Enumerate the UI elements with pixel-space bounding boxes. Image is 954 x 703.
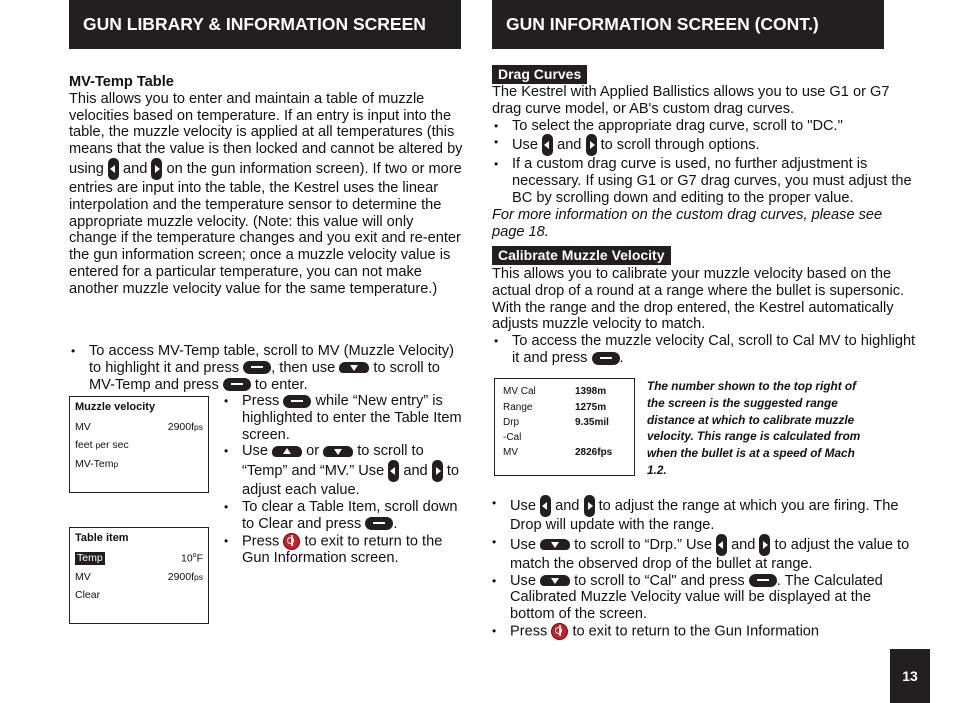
list-item: • Use and to scroll through options.: [492, 134, 917, 156]
mv-cal-screen: [494, 378, 635, 476]
menu-button-icon: [283, 395, 311, 408]
muzzle-velocity-screen: [69, 396, 209, 493]
list-item: • To clear a Table Item, scroll down to Clear and press .: [222, 499, 464, 533]
drag-curves-paragraph: The Kestrel with Applied Ballistics allows you to use G1 or G7 drag curve model, or AB's custom drag curves.: [492, 84, 890, 117]
down-button-icon: [540, 575, 570, 586]
list-item: • Press while “New entry” is highlighted to enter the Table Item screen.: [222, 393, 464, 443]
calibrate-mv-paragraph: This allows you to calibrate your muzzle velocity based on the actual drop of a round at a range where the bullet is supersonic. With the range and the drop entered, the Kestrel automatically adjusts muzzle velocity to match.: [492, 266, 905, 333]
left-button-icon: [388, 460, 399, 482]
table-item-bullets: [222, 393, 464, 567]
mv-cal-row: MV Cal 1398m: [503, 386, 607, 397]
calibrate-bullets: [490, 495, 915, 640]
menu-button-icon: [243, 361, 271, 374]
mv-row: MV 2900fps: [75, 421, 203, 433]
list-item: • Use to scroll to “Drp.” Use and to adjust the value to match the observed drop of the bullet at range.: [490, 534, 915, 573]
menu-button-icon: [749, 574, 777, 587]
right-button-icon: [759, 534, 770, 556]
calibrate-mv-label: Calibrate Muzzle Velocity: [492, 246, 671, 265]
left-button-icon: [542, 134, 553, 156]
list-item: • Press to exit to return to the Gun Information screen.: [222, 533, 464, 567]
drag-curves-section: [492, 84, 917, 240]
range-row: Range 1275m: [503, 402, 607, 413]
list-item: • To access MV-Temp table, scroll to MV (Muzzle Velocity) to highlight it and press , then use to scroll to MV-Temp and press to enter.: [69, 343, 464, 393]
list-item: • If a custom drag curve is used, no further adjustment is necessary. If using G1 or G7 drag curves, you must adjust the BC by scrolling down and editing to the proper value.: [492, 156, 917, 206]
mv-temp-access-bullet: [69, 343, 464, 393]
power-button-icon: [283, 533, 300, 550]
calibrate-mv-section: [492, 266, 917, 367]
down-button-icon: [339, 362, 369, 373]
list-item: • Use or to scroll to “Temp” and “MV.” Use and to adjust each value.: [222, 443, 464, 499]
up-button-icon: [272, 446, 302, 457]
right-button-icon: [584, 495, 595, 517]
list-item: • Use to scroll to “Cal" and press . The Calculated Calibrated Muzzle Velocity value will be displayed at the bottom of the screen.: [490, 573, 915, 623]
left-button-icon: [716, 534, 727, 556]
mv-cal-note: The number shown to the top right of the screen is the suggested range distance at which to calibrate muzzle velocity. This range is calculated from when the bullet is at a speed of Mach 1.2.: [647, 379, 861, 477]
mv-row: MV 2900fps: [75, 570, 203, 583]
mv-temp-title: MV-Temp Table: [69, 74, 174, 90]
mv-temp-section: [69, 74, 464, 298]
table-item-screen: [69, 527, 209, 624]
right-button-icon: [432, 460, 443, 482]
list-item: • Use and to adjust the range at which you are firing. The Drop will update with the range.: [490, 495, 915, 534]
left-button-icon: [108, 158, 119, 180]
list-item: • To select the appropriate drag curve, scroll to "DC.": [492, 118, 917, 135]
table-item-title: Table item: [75, 532, 129, 544]
clear-row: Clear: [75, 588, 101, 601]
cal-row: -Cal: [503, 432, 522, 443]
mv-temp-row: MV-Temp: [75, 458, 119, 470]
mv-temp-paragraph: This allows you to enter and maintain a table of muzzle velocities based on temperature. If an entry is input into the table, the muzzle velocity is applied at all temperatures (this means that the value is then locked and cannot be altered by using and on the gun information screen). If two or more entries are input into the table, the Kestrel uses the linear interpolation and the temperature sensor to determine the appropriate muzzle velocity. (Note: this value will only change if the temperature changes and you exit and re-enter the gun information screen; once a muzzle velocity value is entered for a particular temperature, you can not make another muzzle velocity value for the same temperature.): [69, 90, 463, 297]
left-section-header: [69, 0, 461, 49]
muzzle-velocity-title: Muzzle velocity: [75, 401, 156, 413]
menu-button-icon: [223, 378, 251, 391]
down-button-icon: [323, 446, 353, 457]
right-button-icon: [151, 158, 162, 180]
right-header-title: GUN INFORMATION SCREEN (CONT.): [506, 14, 819, 34]
page-number: 13: [890, 649, 930, 703]
menu-button-icon: [592, 352, 620, 365]
power-button-icon: [551, 623, 568, 640]
drp-row: Drp 9.35mil: [503, 417, 609, 428]
mv-result-row: MV 2826fps: [503, 447, 613, 458]
left-button-icon: [540, 495, 551, 517]
temp-row: Temp 10$^o$F: [77, 552, 203, 565]
down-button-icon: [540, 539, 570, 550]
feet-per-sec-row: feet per sec: [75, 439, 129, 451]
list-item: • To access the muzzle velocity Cal, scroll to Cal MV to highlight it and press .: [492, 333, 917, 367]
menu-button-icon: [365, 517, 393, 530]
right-section-header: [492, 0, 884, 49]
drag-curves-label: Drag Curves: [492, 65, 587, 84]
right-button-icon: [586, 134, 597, 156]
drag-curves-reference: For more information on the custom drag curves, please see page 18.: [492, 206, 883, 240]
left-header-title: GUN LIBRARY & INFORMATION SCREEN: [83, 14, 426, 34]
list-item: • Press to exit to return to the Gun Information: [490, 623, 915, 640]
